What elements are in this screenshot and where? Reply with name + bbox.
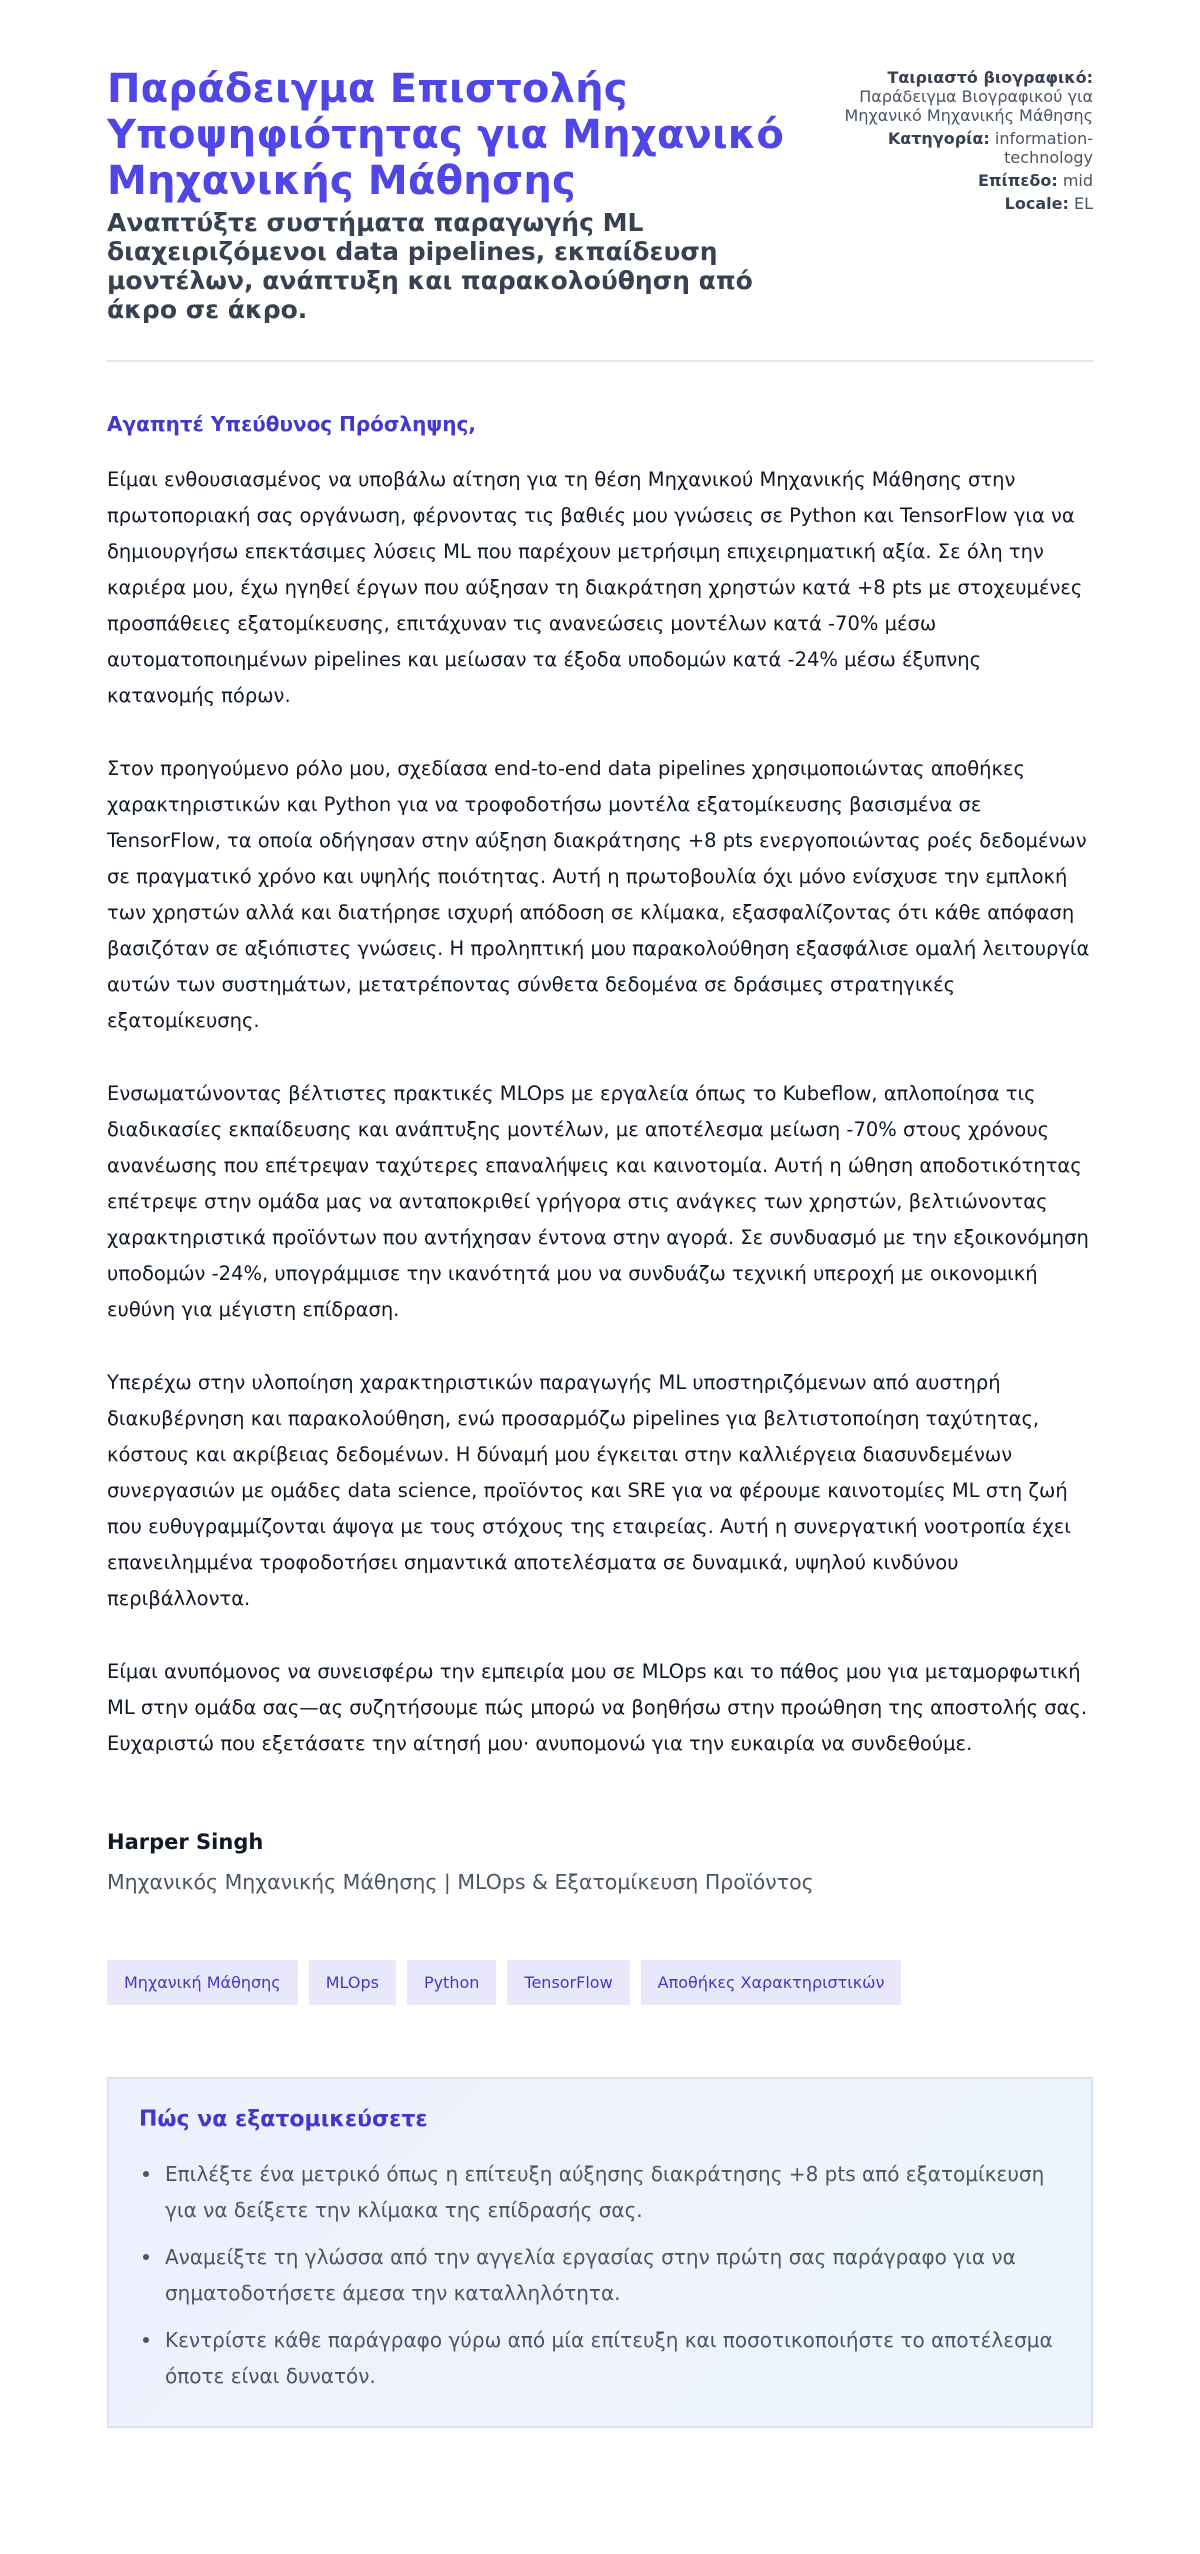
meta-label: Κατηγορία: bbox=[887, 129, 990, 148]
meta-label: Επίπεδο: bbox=[977, 171, 1058, 190]
tip-text: Κεντρίστε κάθε παράγραφο γύρω από μία επίτευξη και ποσοτικοποιήστε το αποτέλεσμα όποτε είναι δυνατόν. bbox=[165, 2328, 1053, 2388]
signature-block bbox=[107, 1830, 1093, 1894]
signature-title: Μηχανικός Μηχανικής Μάθησης | MLOps & Εξατομίκευση Προϊόντος bbox=[107, 1870, 814, 1894]
bullet-icon bbox=[143, 2337, 149, 2343]
meta-value: mid bbox=[1062, 171, 1093, 190]
skill-tags bbox=[107, 1960, 1093, 2005]
meta-locale bbox=[823, 194, 1093, 213]
skill-tag: TensorFlow bbox=[507, 1960, 629, 2005]
customization-tips-box bbox=[107, 2077, 1093, 2428]
meta-label: Ταιριαστό βιογραφικό: bbox=[887, 68, 1093, 87]
meta-value: information-technology bbox=[994, 129, 1093, 167]
bullet-icon bbox=[143, 2254, 149, 2260]
skill-tag: Μηχανική Μάθησης bbox=[107, 1960, 298, 2005]
bullet-icon bbox=[143, 2171, 149, 2177]
tips-title: Πώς να εξατομικεύσετε bbox=[139, 2107, 428, 2132]
letter-greeting: Αγαπητέ Υπεύθυνος Πρόσληψης, bbox=[107, 412, 476, 436]
skill-tag: MLOps bbox=[309, 1960, 396, 2005]
tip-text: Αναμείξτε τη γλώσσα από την αγγελία εργασίας στην πρώτη σας παράγραφο για να σηματοδοτήσετε άμεσα την καταλληλότητα. bbox=[165, 2245, 1016, 2305]
meta-label: Locale: bbox=[1004, 194, 1069, 213]
header-titles bbox=[107, 66, 807, 324]
meta-value: EL bbox=[1073, 194, 1093, 213]
page-title: Παράδειγμα Επιστολής Υποψηφιότητας για Μηχανικό Μηχανικής Μάθησης bbox=[107, 66, 785, 204]
letter-paragraph: Είμαι ανυπόμονος να συνεισφέρω την εμπειρία μου σε MLOps και το πάθος μου για μεταμορφωτική ML στην ομάδα σας—ας συζητήσουμε πώς μπορώ να βοηθήσω στην προώθηση της αποστολής σας. Ευχαριστώ που εξετάσατε την αίτησή μου· ανυπομονώ για την ευκαιρία να συνδεθούμε. bbox=[107, 1660, 1088, 1755]
tip-item bbox=[139, 2239, 1061, 2311]
tips-list bbox=[139, 2156, 1061, 2394]
meta-value: Παράδειγμα Βιογραφικού για Μηχανικό Μηχανικής Μάθησης bbox=[844, 87, 1093, 125]
skill-tag: Αποθήκες Χαρακτηριστικών bbox=[641, 1960, 902, 2005]
letter-paragraph: Ενσωματώνοντας βέλτιστες πρακτικές MLOps με εργαλεία όπως το Kubeflow, απλοποίησα τις διαδικασίες εκπαίδευσης και ανάπτυξης μοντέλων, με αποτέλεσμα μείωση -70% στους χρόνους ανανέωσης που επέτρεψαν ταχύτερες επαναλήψεις και καινοτομία. Αυτή η ώθηση αποδοτικότητας επέτρεψε στην ομάδα μας να ανταποκριθεί γρήγορα στις ανάγκες των χρηστών, βελτιώνοντας χαρακτηριστικά προϊόντων που αντήχησαν έντονα στην αγορά. Σε συνδυασμό με την εξοικονόμηση υποδομών -24%, υπογράμμισε την ικανότητά μου να συνδυάζω τεχνική υπεροχή με οικονομική ευθύνη για μέγιστη επίδραση. bbox=[107, 1082, 1089, 1321]
page-subtitle: Αναπτύξτε συστήματα παραγωγής ML διαχειριζόμενοι data pipelines, εκπαίδευση μοντέλων, ανάπτυξη και παρακολούθηση από άκρο σε άκρο. bbox=[107, 208, 753, 324]
letter-paragraph: Υπερέχω στην υλοποίηση χαρακτηριστικών παραγωγής ML υποστηριζόμενων από αυστηρή διακυβέρνηση και παρακολούθηση, ενώ προσαρμόζω pipelines για βελτιστοποίηση ταχύτητας, κόστους και ακρίβειας δεδομένων. Η δύναμή μου έγκειται στην καλλιέργεια διασυνδεμένων συνεργασιών με ομάδες data science, προϊόντος και SRE για να φέρουμε καινοτομίες ML στη ζωή που ευθυγραμμίζονται άψογα με τους στόχους της εταιρείας. Αυτή η συνεργατική νοοτροπία έχει επανειλημμένα τροφοδοτήσει σημαντικά αποτελέσματα σε δυναμικά, υψηλού κινδύνου περιβάλλοντα. bbox=[107, 1371, 1071, 1610]
meta-category bbox=[823, 129, 1093, 167]
letter-body bbox=[107, 412, 1093, 1762]
letter-paragraph: Είμαι ενθουσιασμένος να υποβάλω αίτηση για τη θέση Μηχανικού Μηχανικής Μάθησης στην πρωτοποριακή σας οργάνωση, φέρνοντας τις βαθιές μου γνώσεις σε Python και TensorFlow για να δημιουργήσω επεκτάσιμες λύσεις ML που παρέχουν μετρήσιμη επιχειρηματική αξία. Σε όλη την καριέρα μου, έχω ηγηθεί έργων που αύξησαν τη διακράτηση χρηστών κατά +8 pts με στοχευμένες προσπάθειες εξατομίκευσης, επιτάχυναν τις ανανεώσεις μοντέλων κατά -70% μέσω αυτοματοποιημένων pipelines και μείωσαν τα έξοδα υποδομών κατά -24% μέσω έξυπνης κατανομής πόρων. bbox=[107, 468, 1083, 707]
tip-text: Επιλέξτε ένα μετρικό όπως η επίτευξη αύξησης διακράτησης +8 pts από εξατομίκευση για να δείξετε την κλίμακα της επίδρασής σας. bbox=[165, 2162, 1045, 2222]
metadata-panel bbox=[823, 66, 1093, 217]
skill-tag: Python bbox=[407, 1960, 496, 2005]
letter-paragraph: Στον προηγούμενο ρόλο μου, σχεδίασα end-to-end data pipelines χρησιμοποιώντας αποθήκες χαρακτηριστικών και Python για να τροφοδοτήσω μοντέλα εξατομίκευσης βασισμένα σε TensorFlow, τα οποία οδήγησαν στην αύξηση διακράτησης +8 pts ενεργοποιώντας ροές δεδομένων σε πραγματικό χρόνο και υψηλής ποιότητας. Αυτή η πρωτοβουλία όχι μόνο ενίσχυσε την εμπλοκή των χρηστών αλλά και διατήρησε ισχυρή απόδοση σε κλίμακα, εξασφαλίζοντας ότι κάθε απόφαση βασιζόταν σε αξιόπιστες γνώσεις. Η προληπτική μου παρακολούθηση εξασφάλισε ομαλή λειτουργία αυτών των συστημάτων, μετατρέποντας σύνθετα δεδομένα σε δράσιμες στρατηγικές εξατομίκευσης. bbox=[107, 757, 1090, 1032]
page-header bbox=[107, 66, 1093, 362]
meta-level bbox=[823, 171, 1093, 190]
tip-item bbox=[139, 2322, 1061, 2394]
signature-name: Harper Singh bbox=[107, 1830, 264, 1854]
meta-matching-resume bbox=[823, 68, 1093, 125]
tip-item bbox=[139, 2156, 1061, 2228]
